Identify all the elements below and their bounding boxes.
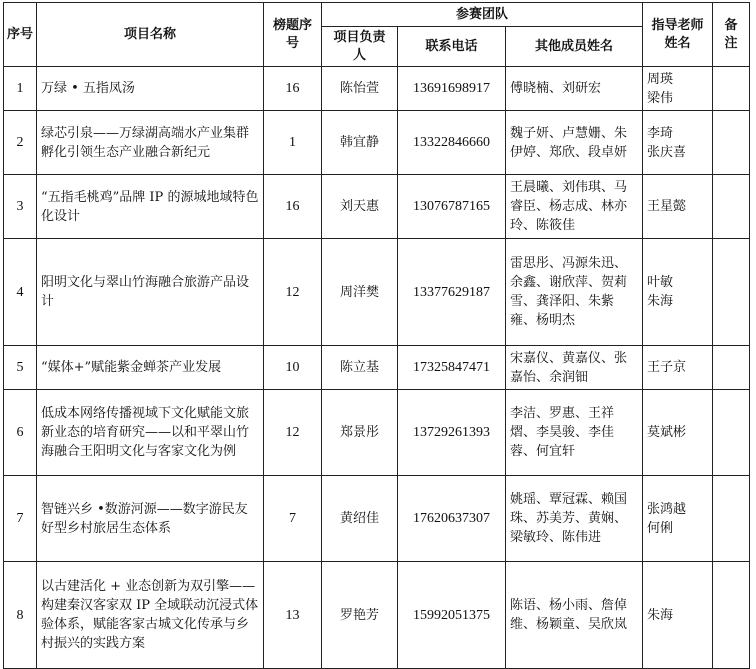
cell-project-name: “五指毛桃鸡”品牌 IP 的源城地域特色化设计 [37, 175, 264, 239]
cell-members: 李洁、罗惠、王祥熠、李昊骏、李佳蓉、何宜轩 [506, 390, 643, 476]
cell-project-name: 智链兴乡 •数游河源——数字游民友好型乡村旅居生态体系 [37, 476, 264, 562]
cell-seq: 2 [4, 111, 37, 175]
cell-phone: 13076787165 [398, 175, 506, 239]
cell-members: 雷思彤、冯源朱迅、余鑫、谢欣萍、贺莉雪、龚泽阳、朱紫雍、杨明杰 [506, 239, 643, 346]
cell-members: 傅晓楠、刘研宏 [506, 67, 643, 111]
cell-topic: 1 [264, 111, 322, 175]
cell-leader: 韩宜静 [322, 111, 398, 175]
cell-seq: 1 [4, 67, 37, 111]
cell-advisor: 周瑛 梁伟 [643, 67, 713, 111]
cell-advisor: 王子京 [643, 346, 713, 390]
header-advisor: 指导老师姓名 [643, 3, 713, 67]
header-project-name: 项目名称 [37, 3, 264, 67]
table-row [4, 562, 750, 669]
cell-project-name: 低成本网络传播视域下文化赋能文旅新业态的培育研究——以和平翠山竹海融合王阳明文化与客家文化为例 [37, 390, 264, 476]
cell-topic: 16 [264, 175, 322, 239]
table-row [4, 346, 750, 390]
cell-topic: 16 [264, 67, 322, 111]
cell-members: 陈语、杨小雨、詹倬维、杨颖童、吴欣岚 [506, 562, 643, 669]
cell-remarks [713, 346, 750, 390]
cell-project-name: 绿芯引泉——万绿湖高端水产业集群孵化引领生态产业融合新纪元 [37, 111, 264, 175]
cell-topic: 12 [264, 390, 322, 476]
table-row [4, 390, 750, 476]
cell-advisor: 张鸿越 何俐 [643, 476, 713, 562]
cell-remarks [713, 175, 750, 239]
cell-members: 王晨曦、刘伟琪、马睿臣、杨志成、林亦玲、陈筱佳 [506, 175, 643, 239]
cell-seq: 3 [4, 175, 37, 239]
header-remarks: 备注 [713, 3, 750, 67]
table-row [4, 239, 750, 346]
cell-leader: 刘天惠 [322, 175, 398, 239]
header-team: 参赛团队 [322, 3, 643, 27]
cell-phone: 13377629187 [398, 239, 506, 346]
cell-topic: 10 [264, 346, 322, 390]
cell-leader: 黄绍佳 [322, 476, 398, 562]
cell-seq: 8 [4, 562, 37, 669]
table-row [4, 111, 750, 175]
header-seq: 序号 [4, 3, 37, 67]
table-row [4, 67, 750, 111]
cell-seq: 5 [4, 346, 37, 390]
cell-seq: 4 [4, 239, 37, 346]
cell-phone: 13322846660 [398, 111, 506, 175]
cell-topic: 12 [264, 239, 322, 346]
cell-advisor: 朱海 [643, 562, 713, 669]
cell-remarks [713, 239, 750, 346]
cell-leader: 陈怡萱 [322, 67, 398, 111]
cell-seq: 6 [4, 390, 37, 476]
cell-remarks [713, 562, 750, 669]
cell-remarks [713, 476, 750, 562]
cell-project-name: 阳明文化与翠山竹海融合旅游产品设计 [37, 239, 264, 346]
cell-topic: 7 [264, 476, 322, 562]
cell-advisor: 莫斌彬 [643, 390, 713, 476]
cell-topic: 13 [264, 562, 322, 669]
header-leader: 项目负责人 [322, 27, 398, 67]
header-phone: 联系电话 [398, 27, 506, 67]
project-table [3, 2, 750, 669]
cell-advisor: 叶敏 朱海 [643, 239, 713, 346]
table-row [4, 175, 750, 239]
cell-members: 姚瑶、覃冠霖、赖国珠、苏美芳、黄娴、梁敏玲、陈伟进 [506, 476, 643, 562]
header-members: 其他成员姓名 [506, 27, 643, 67]
cell-remarks [713, 390, 750, 476]
cell-leader: 郑景彤 [322, 390, 398, 476]
cell-members: 魏子妍、卢慧姗、朱伊婷、郑欣、段卓妍 [506, 111, 643, 175]
cell-members: 宋嘉仪、黄嘉仪、张嘉怡、余润钿 [506, 346, 643, 390]
cell-phone: 13729261393 [398, 390, 506, 476]
cell-remarks [713, 111, 750, 175]
cell-project-name: 以古建活化 + 业态创新为双引擎——构建秦汉客家双 IP 全域联动沉浸式体验体系，赋能客家古城文化传承与乡村振兴的实践方案 [37, 562, 264, 669]
cell-seq: 7 [4, 476, 37, 562]
cell-phone: 15992051375 [398, 562, 506, 669]
cell-project-name: “媒体+”赋能紫金蝉茶产业发展 [37, 346, 264, 390]
header-topic-no: 榜题序号 [264, 3, 322, 67]
table-container [3, 2, 750, 669]
cell-advisor: 王星懿 [643, 175, 713, 239]
cell-phone: 17620637307 [398, 476, 506, 562]
table-row [4, 476, 750, 562]
cell-project-name: 万绿 • 五指凤汤 [37, 67, 264, 111]
cell-leader: 罗艳芳 [322, 562, 398, 669]
cell-leader: 周洋樊 [322, 239, 398, 346]
cell-phone: 13691698917 [398, 67, 506, 111]
cell-leader: 陈立基 [322, 346, 398, 390]
cell-advisor: 李琦 张庆喜 [643, 111, 713, 175]
cell-remarks [713, 67, 750, 111]
cell-phone: 17325847471 [398, 346, 506, 390]
